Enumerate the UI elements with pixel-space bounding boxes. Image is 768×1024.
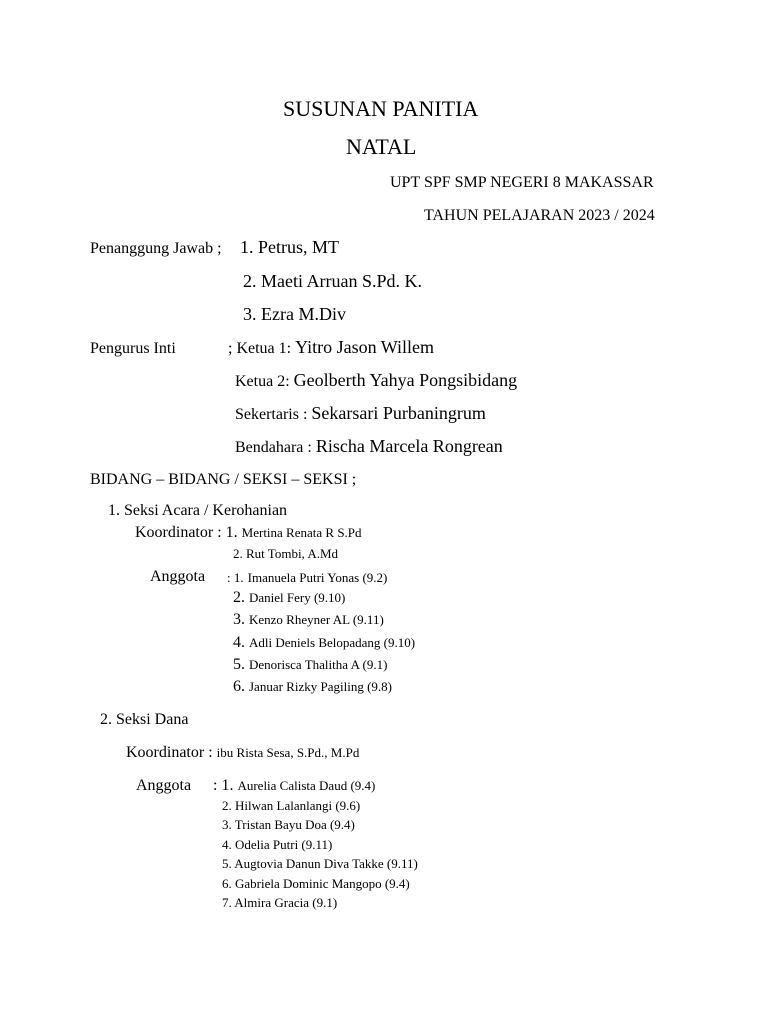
- anggota-item: 6. Gabriela Dominic Mangopo (9.4): [222, 876, 410, 891]
- anggota-item: 5. Augtovia Danun Diva Takke (9.11): [222, 856, 418, 871]
- anggota-row: [233, 635, 415, 651]
- koordinator-row: [126, 745, 359, 761]
- anggota-label: Anggota: [150, 568, 206, 585]
- pengurus-row: [235, 437, 503, 456]
- pengurus-role: Bendahara :: [235, 439, 312, 456]
- pengurus-name: Geolberth Yahya Pongsibidang: [293, 370, 518, 390]
- anggota-name: Adli Deniels Belopadang (9.10): [249, 635, 416, 650]
- pengurus-row: [235, 371, 517, 390]
- koordinator-name: ibu Rista Sesa, S.Pd., M.Pd: [216, 745, 360, 760]
- pengurus-name: Sekarsari Purbaningrum: [311, 403, 486, 423]
- koordinator-row: [135, 525, 362, 541]
- anggota-row: [227, 570, 387, 586]
- koordinator-label: Koordinator : 1.: [135, 524, 238, 541]
- anggota-name: Imanuela Putri Yonas (9.2): [247, 570, 388, 585]
- penanggung-jawab-item: 1. Petrus, MT: [240, 237, 339, 257]
- bidang-heading: BIDANG – BIDANG / SEKSI – SEKSI ;: [90, 471, 357, 488]
- document-title: SUSUNAN PANITIA: [283, 96, 479, 121]
- koordinator-name: 2. Rut Tombi, A.Md: [233, 546, 339, 561]
- anggota-row: [233, 679, 392, 695]
- seksi-title: 2. Seksi Dana: [100, 711, 189, 728]
- anggota-name: Kenzo Rheyner AL (9.11): [249, 612, 384, 627]
- penanggung-jawab-item: 2. Maeti Arruan S.Pd. K.: [243, 271, 422, 291]
- anggota-item: 7. Almira Gracia (9.1): [222, 895, 338, 910]
- pengurus-name: Yitro Jason Willem: [295, 337, 435, 357]
- anggota-item: 3. Tristan Bayu Doa (9.4): [222, 817, 355, 832]
- pengurus-role: Ketua 2:: [235, 373, 290, 390]
- anggota-row: [233, 612, 384, 628]
- koordinator-label: Koordinator :: [126, 744, 213, 761]
- anggota-num: 4.: [233, 634, 245, 651]
- pengurus-row: [228, 338, 434, 357]
- anggota-name: Januar Rizky Pagiling (9.8): [249, 679, 392, 694]
- school-name: UPT SPF SMP NEGERI 8 MAKASSAR: [390, 174, 654, 191]
- anggota-name: Aurelia Calista Daud (9.4): [237, 778, 376, 793]
- anggota-num: : 1.: [227, 570, 244, 585]
- anggota-row: [233, 657, 387, 673]
- anggota-row: [233, 590, 345, 606]
- anggota-item: 2. Hilwan Lalanlangi (9.6): [222, 798, 361, 813]
- anggota-num: 2.: [233, 589, 245, 606]
- document-subtitle: NATAL: [346, 134, 417, 159]
- anggota-name: Denorisca Thalitha A (9.1): [249, 657, 388, 672]
- penanggung-jawab-item: 3. Ezra M.Div: [243, 304, 346, 324]
- anggota-num: 3.: [233, 611, 245, 628]
- anggota-num: 5.: [233, 656, 245, 673]
- penanggung-jawab-label: Penanggung Jawab ;: [90, 240, 222, 257]
- anggota-num: : 1.: [213, 777, 234, 794]
- pengurus-row: [235, 404, 486, 423]
- anggota-name: Daniel Fery (9.10): [249, 590, 346, 605]
- anggota-item: 4. Odelia Putri (9.11): [222, 837, 333, 852]
- seksi-title: 1. Seksi Acara / Kerohanian: [108, 502, 288, 519]
- pengurus-name: Rischa Marcela Rongrean: [315, 436, 503, 456]
- pengurus-role: ; Ketua 1:: [228, 340, 292, 357]
- academic-year: TAHUN PELAJARAN 2023 / 2024: [424, 207, 655, 224]
- anggota-label: Anggota: [136, 777, 192, 794]
- anggota-row: [213, 778, 375, 794]
- pengurus-inti-label: Pengurus Inti: [90, 340, 176, 357]
- anggota-num: 6.: [233, 678, 245, 695]
- koordinator-name: Mertina Renata R S.Pd: [241, 525, 362, 540]
- pengurus-role: Sekertaris :: [235, 406, 308, 423]
